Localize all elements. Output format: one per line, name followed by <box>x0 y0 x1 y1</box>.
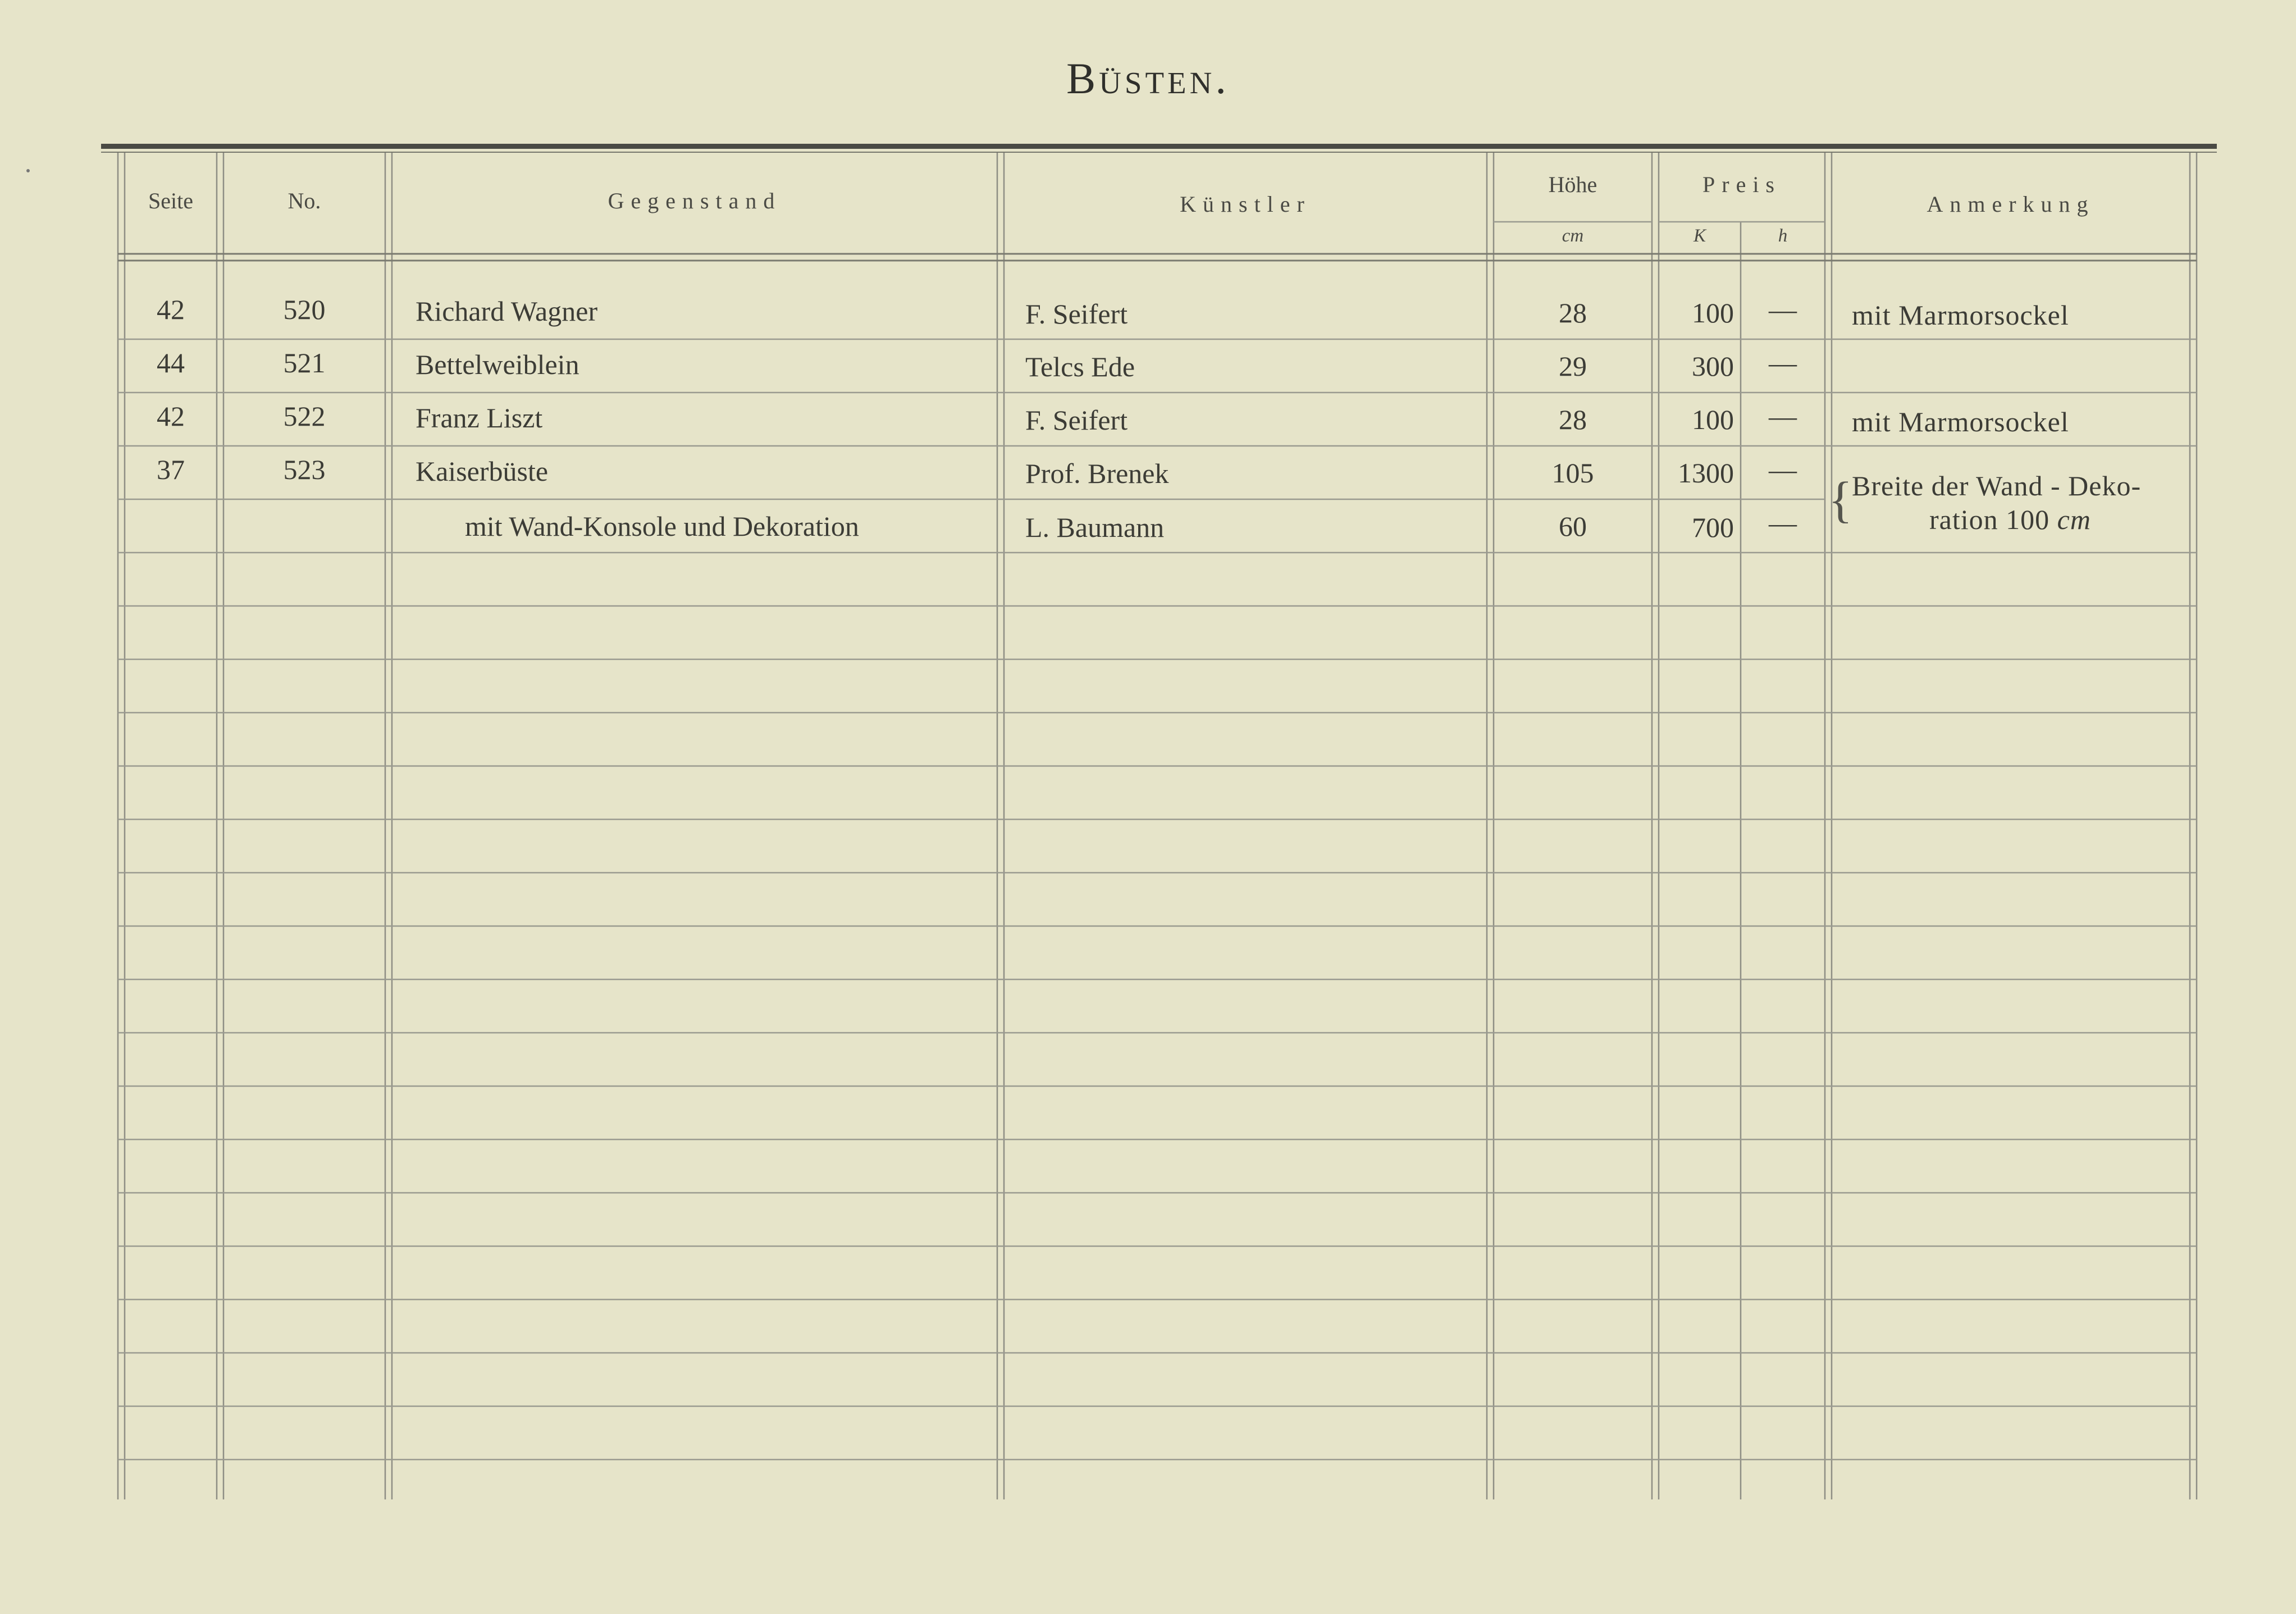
header-preis-k: K <box>1693 226 1706 246</box>
cell-anmerkung: mit Marmorsockel <box>1852 406 2069 437</box>
cell-no: 522 <box>283 400 326 432</box>
cell-preis-h: — <box>1769 454 1797 485</box>
cell-gegenstand: Bettelweiblein <box>416 349 579 380</box>
header-preis: Preis <box>1702 172 1781 197</box>
row-lines <box>118 339 2197 1460</box>
header-kuenstler: Künstler <box>1180 192 1311 217</box>
cell-no: 521 <box>283 347 326 379</box>
cell-preis-h: — <box>1769 507 1797 539</box>
cell-preis-h: — <box>1769 294 1797 325</box>
header-no: No. <box>287 188 321 213</box>
header-seite: Seite <box>148 188 193 213</box>
cell-preis-k: 1300 <box>1678 457 1734 489</box>
curly-brace-icon: { <box>1828 472 1853 528</box>
cell-hoehe: 60 <box>1559 510 1587 542</box>
cell-kuenstler: Telcs Ede <box>1025 351 1135 382</box>
header-hoehe: Höhe <box>1548 172 1597 197</box>
page-title: Büsten. <box>1066 54 1230 103</box>
cell-kuenstler: F. Seifert <box>1025 404 1128 436</box>
note-breite-line2: ration 100 cm <box>1929 504 2091 535</box>
cell-seite: 42 <box>157 400 185 432</box>
ink-speck <box>26 169 30 172</box>
note-breite-line1: Breite der Wand - Deko- <box>1852 470 2142 501</box>
cell-seite: 42 <box>157 294 185 325</box>
cell-hoehe: 29 <box>1559 350 1587 382</box>
cell-kuenstler: F. Seifert <box>1025 298 1128 330</box>
cell-kuenstler: Prof. Brenek <box>1025 458 1169 489</box>
cell-seite: 44 <box>157 347 185 379</box>
cell-preis-h: — <box>1769 347 1797 379</box>
cell-preis-k: 100 <box>1692 297 1734 329</box>
header-hoehe-unit: cm <box>1562 226 1584 246</box>
cell-hoehe: 28 <box>1559 297 1587 329</box>
header-preis-h: h <box>1778 226 1788 246</box>
cell-hoehe: 105 <box>1551 457 1594 489</box>
cell-anmerkung: mit Marmorsockel <box>1852 299 2069 331</box>
cell-gegenstand: Franz Liszt <box>416 402 543 434</box>
cell-preis-k: 100 <box>1692 404 1734 435</box>
cell-no: 520 <box>283 294 326 325</box>
header-gegenstand: Gegenstand <box>608 188 782 213</box>
note-breite-unit: cm <box>2057 504 2091 535</box>
cell-seite: 37 <box>157 454 185 485</box>
cell-preis-k: 300 <box>1692 350 1734 382</box>
header-anmerkung: Anmerkung <box>1927 192 2095 217</box>
cell-gegenstand: Richard Wagner <box>416 295 598 327</box>
cell-gegenstand: Kaiserbüste <box>416 455 549 487</box>
cell-preis-k: 700 <box>1692 512 1734 543</box>
cell-kuenstler: L. Baumann <box>1025 512 1165 543</box>
cell-no: 523 <box>283 454 326 485</box>
cell-hoehe: 28 <box>1559 404 1587 435</box>
cell-gegenstand: mit Wand-Konsole und Dekoration <box>465 510 859 542</box>
cell-preis-h: — <box>1769 400 1797 432</box>
